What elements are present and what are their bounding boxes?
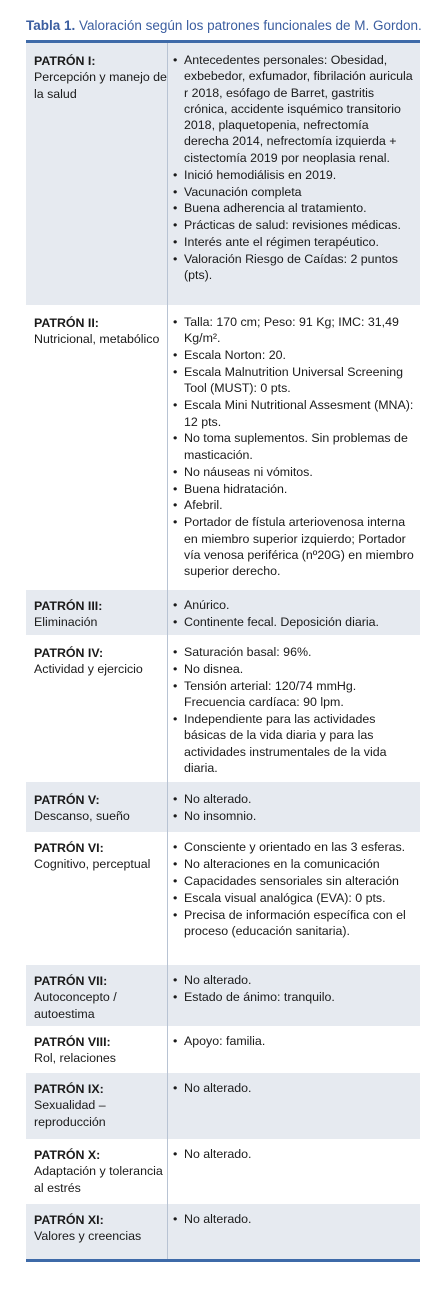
table-row	[26, 832, 420, 965]
list-item: • Antecedentes personales: Obesidad, exbebedor, exfumador, fibrilación auricula r 2018, esófago de Barret, gastritis crónica, accidente isquémico transitorio 2018, plaquetopenia, nefrectomía derecha 2014, nefrectomía izquierda + cistectomía 2019 por neoplasia renal.	[173, 52, 416, 166]
pattern-subtitle: Descanso, sueño	[34, 809, 130, 824]
list-item: • No alterado.	[173, 1080, 416, 1096]
pattern-items-list	[173, 972, 416, 1006]
pattern-items-list	[173, 1033, 416, 1050]
pattern-title: PATRÓN II:	[34, 316, 99, 330]
pattern-subtitle: Rol, relaciones	[34, 1051, 116, 1066]
pattern-title: PATRÓN I:	[34, 54, 96, 68]
pattern-subtitle: Adaptación y tolerancia al estrés	[34, 1164, 163, 1195]
list-item: • Escala Norton: 20.	[173, 347, 416, 363]
list-item: • Inició hemodiálisis en 2019.	[173, 167, 416, 183]
pattern-name-cell	[34, 1034, 169, 1067]
pattern-title: PATRÓN X:	[34, 1148, 101, 1162]
pattern-name-cell	[34, 645, 169, 678]
table-row	[26, 590, 420, 635]
pattern-title: PATRÓN VI:	[34, 841, 104, 855]
pattern-name-cell	[34, 315, 169, 348]
pattern-subtitle: Sexualidad – reproducción	[34, 1098, 106, 1129]
list-item: • No alterado.	[173, 791, 416, 807]
pattern-subtitle: Percepción y manejo de la salud	[34, 70, 167, 101]
pattern-name-cell	[34, 973, 169, 1022]
list-item: • Prácticas de salud: revisiones médicas.	[173, 217, 416, 233]
pattern-items-list	[173, 52, 416, 284]
list-item: • Saturación basal: 96%.	[173, 644, 416, 660]
table-caption-label: Tabla 1.	[26, 18, 76, 33]
pattern-name-cell	[34, 598, 169, 631]
list-item: • Talla: 170 cm; Peso: 91 Kg; IMC: 31,49 Kg/m².	[173, 314, 416, 347]
pattern-name-cell	[34, 1147, 169, 1196]
column-divider	[167, 43, 168, 1259]
list-item: • No alteraciones en la comunicación	[173, 856, 416, 872]
list-item: • Valoración Riesgo de Caídas: 2 puntos (pts).	[173, 251, 416, 284]
table-row	[26, 305, 420, 590]
pattern-items-list	[173, 644, 416, 777]
pattern-subtitle: Valores y creencias	[34, 1229, 142, 1244]
table-bottom-rule	[26, 1259, 420, 1262]
list-item: • Anúrico.	[173, 597, 416, 613]
table-row	[26, 1204, 420, 1259]
table-caption	[26, 17, 426, 35]
pattern-title: PATRÓN VIII:	[34, 1035, 111, 1049]
list-item: • Capacidades sensoriales sin alteración	[173, 873, 416, 889]
table-caption-text: Valoración según los patrones funcionales de M. Gordon.	[79, 18, 422, 33]
list-item: • Afebril.	[173, 497, 416, 513]
pattern-title: PATRÓN VII:	[34, 974, 108, 988]
list-item: • Portador de fístula arteriovenosa interna en miembro superior izquierdo; Portador vía venosa periférica (nº20G) en miembro superior derecho.	[173, 514, 416, 579]
pattern-items-list	[173, 314, 416, 580]
list-item: • Tensión arterial: 120/74 mmHg. Frecuencia cardíaca: 90 lpm.	[173, 678, 416, 711]
table-row	[26, 782, 420, 832]
list-item: • Buena adherencia al tratamiento.	[173, 200, 416, 216]
pattern-title: PATRÓN III:	[34, 599, 103, 613]
list-item: • No alterado.	[173, 1211, 416, 1227]
list-item: • Interés ante el régimen terapéutico.	[173, 234, 416, 250]
pattern-items-list	[173, 839, 416, 940]
pattern-subtitle: Nutricional, metabólico	[34, 332, 160, 347]
table-row	[26, 1026, 420, 1073]
pattern-name-cell	[34, 53, 169, 102]
list-item: • No insomnio.	[173, 808, 416, 824]
list-item: • No toma suplementos. Sin problemas de masticación.	[173, 430, 416, 463]
pattern-name-cell	[34, 1081, 169, 1130]
list-item: • No alterado.	[173, 1146, 416, 1162]
pattern-items-list	[173, 1211, 416, 1228]
table-row	[26, 965, 420, 1026]
pattern-subtitle: Eliminación	[34, 615, 98, 630]
pattern-subtitle: Cognitivo, perceptual	[34, 857, 151, 872]
pattern-name-cell	[34, 840, 169, 873]
pattern-title: PATRÓN IX:	[34, 1082, 104, 1096]
table-row	[26, 635, 420, 782]
pattern-title: PATRÓN V:	[34, 793, 100, 807]
pattern-subtitle: Autoconcepto / autoestima	[34, 990, 117, 1021]
list-item: • Escala visual analógica (EVA): 0 pts.	[173, 890, 416, 906]
list-item: • Apoyo: familia.	[173, 1033, 416, 1049]
list-item: • Independiente para las actividades básicas de la vida diaria y para las actividades instrumentales de la vida diaria.	[173, 711, 416, 776]
list-item: • Escala Malnutrition Universal Screening Tool (MUST): 0 pts.	[173, 364, 416, 397]
list-item: • No alterado.	[173, 972, 416, 988]
pattern-name-cell	[34, 1212, 169, 1245]
list-item: • Escala Mini Nutritional Assesment (MNA): 12 pts.	[173, 397, 416, 430]
pattern-name-cell	[34, 792, 169, 825]
list-item: • No disnea.	[173, 661, 416, 677]
list-item: • Precisa de información específica con el proceso (educación sanitaria).	[173, 907, 416, 940]
table-row	[26, 1073, 420, 1139]
list-item: • Estado de ánimo: tranquilo.	[173, 989, 416, 1005]
table-row	[26, 1139, 420, 1204]
pattern-title: PATRÓN XI:	[34, 1213, 104, 1227]
table-row	[26, 43, 420, 305]
pattern-subtitle: Actividad y ejercicio	[34, 662, 143, 677]
list-item: • Vacunación completa	[173, 184, 416, 200]
pattern-title: PATRÓN IV:	[34, 646, 104, 660]
list-item: • Consciente y orientado en las 3 esferas.	[173, 839, 416, 855]
list-item: • No náuseas ni vómitos.	[173, 464, 416, 480]
pattern-items-list	[173, 791, 416, 825]
pattern-items-list	[173, 1080, 416, 1097]
list-item: • Continente fecal. Deposición diaria.	[173, 614, 416, 630]
list-item: • Buena hidratación.	[173, 481, 416, 497]
pattern-items-list	[173, 597, 416, 631]
pattern-items-list	[173, 1146, 416, 1163]
